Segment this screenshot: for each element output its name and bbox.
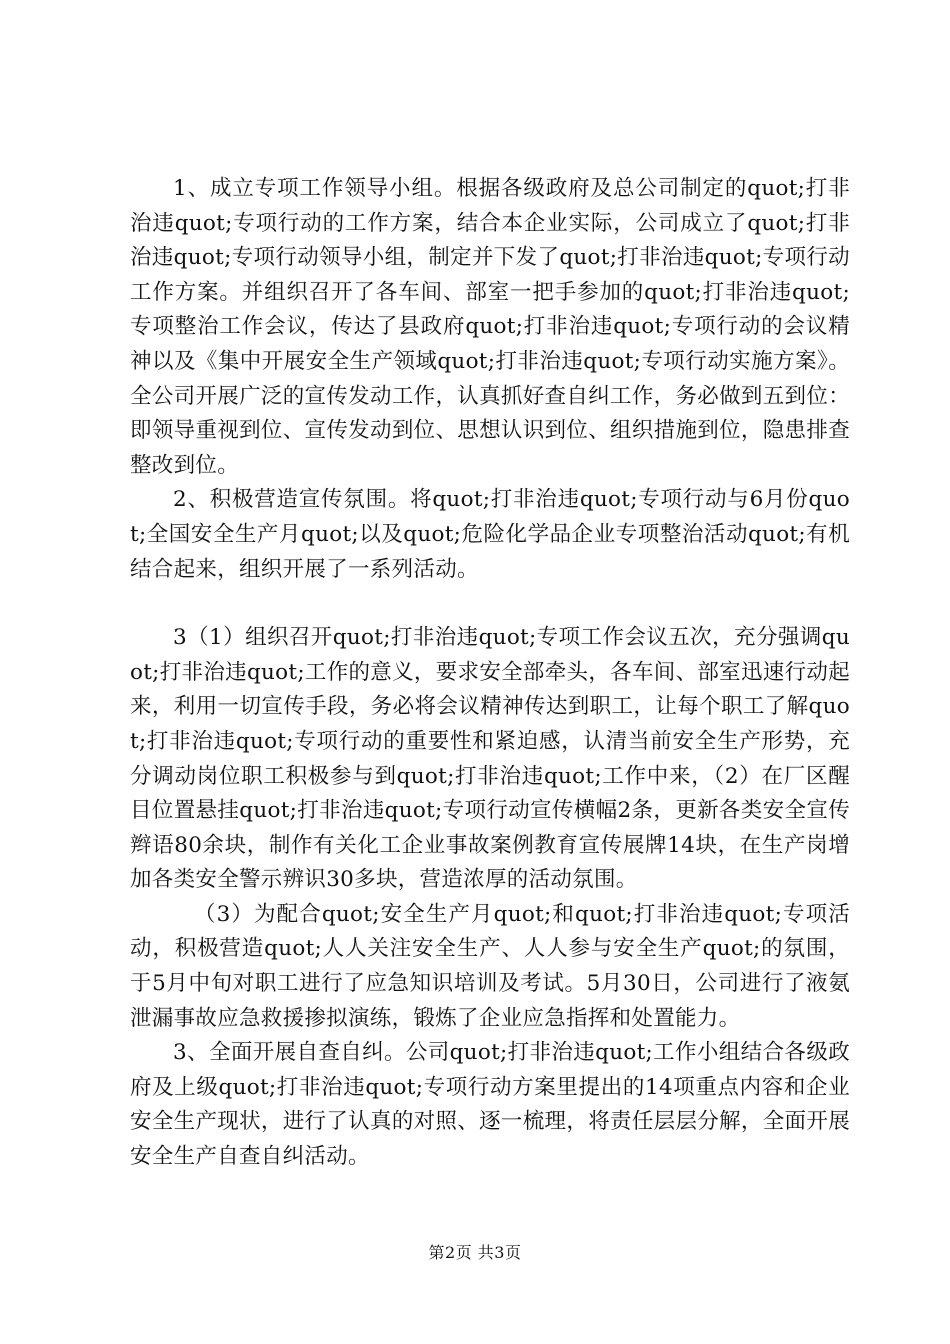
document-body [130, 172, 850, 1175]
page-number-footer: 第2页 共3页 [428, 1243, 522, 1262]
paragraph-meetings-banners: 3（1）组织召开quot;打非治违quot;专项工作会议五次，充分强调quot;打非治违quot;工作的意义，要求安全部牵头，各车间、部室迅速行动起来，利用一切宣传手段，务必将会议精神传达到职工，让每个职工了解quot;打非治违quot;专项行动的重要性和紧迫感，认清当前安全生产形势，充分调动岗位职工积极参与到quot;打非治违quot;工作中来，（2）在厂区醒目位置悬挂quot;打非治违quot;专项行动宣传横幅2条，更新各类安全宣传辫语80余块，制作有关化工企业事故案例教育宣传展牌14块，在生产岗增加各类安全警示辨识30多块，营造浓厚的活动氛围。 [130, 625, 850, 893]
paragraph-self-inspection: 3、全面开展自查自纠。公司quot;打非治违quot;工作小组结合各级政府及上级quot;打非治违quot;专项行动方案里提出的14项重点内容和企业安全生产现状，进行了认真的对照、逐一梳理，将责任层层分解，全面开展安全生产自查自纠活动。 [130, 1040, 850, 1170]
paragraph-publicity-atmosphere: 2、积极营造宣传氛围。将quot;打非治违quot;专项行动与6月份quot;全国安全生产月quot;以及quot;危险化学品企业专项整治活动quot;有机结合起来，组织开展了一系列活动。 [130, 487, 850, 582]
paragraph-emergency-training: （3）为配合quot;安全生产月quot;和quot;打非治违quot;专项活动，积极营造quot;人人关注安全生产、人人参与安全生产quot;的氛围，于5月中旬对职工进行了应急知识培训及考试。5月30日，公司进行了液氨泄漏事故应急救援掺拟演练，锻炼了企业应急指挥和处置能力。 [130, 901, 850, 1031]
paragraph-leadership-group: 1、成立专项工作领导小组。根据各级政府及总公司制定的quot;打非治违quot;专项行动的工作方案，结合本企业实际，公司成立了quot;打非治违quot;专项行动领导小组，制定并下发了quot;打非治违quot;专项行动工作方案。并组织召开了各车间、部室一把手参加的quot;打非治违quot;专项整治工作会议，传达了县政府quot;打非治违quot;专项行动的会议精神以及《集中开展安全生产领域quot;打非治违quot;专项行动实施方案》。全公司开展广泛的宣传发动工作，认真抓好查自纠工作，务必做到五到位：即领导重视到位、宣传发动到位、思想认识到位、组织措施到位，隐患排查整改到位。 [130, 176, 850, 478]
